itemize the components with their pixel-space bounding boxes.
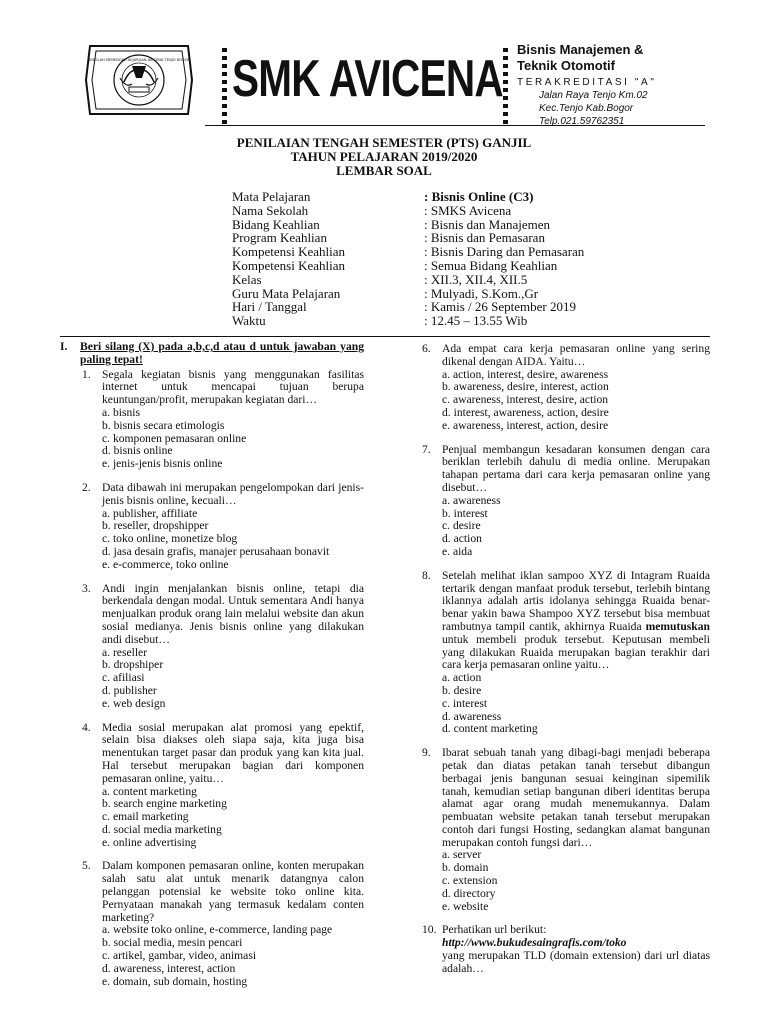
section-number: I. — [60, 340, 68, 353]
question-number: 10. — [422, 923, 437, 937]
logo-text: SEKOLAH MENENGAH KEJURUAN AVICENA TENJO BOGOR — [87, 58, 191, 62]
info-value: : Semua Bidang Keahlian — [424, 257, 558, 273]
answer-option: a. content marketing — [102, 784, 197, 798]
department-line2: Teknik Otomotif — [517, 58, 615, 73]
question-item — [420, 444, 710, 559]
answer-option: a. website toko online, e-commerce, landing page — [102, 923, 333, 937]
info-key: Bidang Keahlian — [232, 216, 320, 232]
question-item — [80, 482, 364, 572]
answer-option: b. awareness, desire, interest, action — [442, 380, 609, 394]
answer-option: b. desire — [442, 683, 482, 697]
info-row — [232, 287, 584, 301]
answer-option: a. bisnis — [102, 405, 141, 419]
question-text: Ada empat cara kerja pemasaran online yang sering dikenal dengan AIDA. Yaitu… — [442, 342, 710, 368]
answer-option: d. awareness, interest, action — [102, 961, 236, 975]
accreditation: TERAKREDITASI "A" — [517, 77, 657, 88]
questions-left-column — [60, 341, 364, 999]
question-text: Andi ingin menjalankan bisnis online, tetapi dia berkendala dengan modal. Untuk sementara Andi hanya menjualkan produk orang lain melalui website dan akun sosial medianya. Jenis bisnis online yang dilakukan andi disebut… — [102, 581, 364, 646]
info-key: Hari / Tanggal — [232, 299, 307, 315]
question-url: http://www.bukudesaingrafis.com/toko — [442, 936, 627, 950]
question-number: 6. — [422, 342, 431, 355]
questions-right-column — [420, 343, 710, 987]
answer-option: d. jasa desain grafis, manajer perusahaan bonavit — [102, 544, 330, 558]
info-key: Waktu — [232, 313, 266, 329]
info-value: : Bisnis dan Manajemen — [424, 216, 551, 232]
question-number: 1. — [82, 367, 91, 381]
answer-option: b. domain — [442, 861, 489, 875]
academic-year: TAHUN PELAJARAN 2019/2020 — [290, 149, 478, 164]
answer-option: d. publisher — [102, 683, 157, 697]
answer-option: c. afiliasi — [102, 671, 145, 685]
question-number: 5. — [82, 859, 91, 873]
question-body — [442, 747, 710, 913]
question-number: 3. — [82, 581, 91, 595]
phone: Telp.021.59762351 — [539, 116, 625, 127]
answer-option: e. website — [442, 899, 489, 913]
question-text: Ibarat sebuah tanah yang dibagi-bagi menjadi beberapa petak dan diatas petakan tanah tersebut dibangun berbagai jenis bangunan sesuai keinginan sipemilik tanah, kemudian setiap bangunan diberi identitas berupa alamat agar orang mudah menemukannya. Dalam pembuatan website petakan tanah tersebut merupakan contoh dari fungsi Hosting, sedangkan alamat bangunan merupakan contoh fungsi dari… — [442, 746, 710, 849]
question-number: 7. — [422, 442, 431, 456]
answer-option: d. directory — [442, 886, 496, 900]
info-key: Kelas — [232, 271, 262, 287]
question-number: 9. — [422, 746, 431, 760]
info-value: : 12.45 – 13.55 Wib — [424, 313, 528, 329]
answer-option: e. online advertising — [102, 835, 197, 849]
question-emphasis: memutuskan — [645, 619, 710, 633]
exam-info-table — [232, 190, 584, 328]
question-body — [102, 583, 364, 711]
answer-option: e. awareness, interest, action, desire — [442, 418, 609, 432]
question-item — [420, 924, 710, 975]
answer-option: c. extension — [442, 874, 498, 888]
answer-option: e. domain, sub domain, hosting — [102, 974, 248, 988]
answer-option: a. reseller — [102, 645, 148, 659]
question-body — [442, 343, 710, 433]
address-line2: Kec.Tenjo Kab.Bogor — [539, 103, 634, 114]
answer-option: a. action, interest, desire, awareness — [442, 367, 609, 381]
answer-option: c. awareness, interest, desire, action — [442, 393, 609, 407]
answer-option: d. interest, awareness, action, desire — [442, 405, 609, 419]
header-divider-right — [503, 48, 508, 128]
sheet-title: LEMBAR SOAL — [336, 163, 432, 178]
answer-option: e. e-commerce, toko online — [102, 557, 229, 571]
info-value: : Mulyadi, S.Kom.,Gr — [424, 285, 539, 301]
question-body — [102, 722, 364, 850]
question-item — [420, 747, 710, 913]
header-rule — [205, 125, 705, 126]
department-line1: Bisnis Manajemen & — [517, 42, 644, 57]
info-key: Kompetensi Keahlian — [232, 244, 345, 260]
answer-option: b. social media, mesin pencari — [102, 936, 243, 950]
school-logo-icon — [80, 40, 198, 120]
answer-option: c. email marketing — [102, 810, 189, 824]
answer-option: e. jenis-jenis bisnis online — [102, 457, 223, 471]
exam-title: PENILAIAN TENGAH SEMESTER (PTS) GANJIL — [236, 135, 532, 150]
info-value: : Bisnis dan Pemasaran — [424, 230, 545, 246]
answer-option: e. web design — [102, 696, 166, 710]
answer-option: b. interest — [442, 506, 488, 520]
answer-option: c. komponen pemasaran online — [102, 431, 247, 445]
info-value: : Bisnis Online (C3) — [424, 189, 534, 204]
info-value: : Bisnis Daring dan Pemasaran — [424, 244, 585, 260]
question-number: 4. — [82, 720, 91, 734]
question-number: 8. — [422, 568, 431, 582]
info-value: : Kamis / 26 September 2019 — [424, 299, 577, 315]
answer-option: d. awareness — [442, 709, 502, 723]
section-text: Beri silang (X) pada a,b,c,d atau d untuk jawaban yang paling tepat! — [80, 340, 364, 366]
info-row — [232, 273, 584, 287]
answer-option: c. desire — [442, 519, 481, 533]
info-row — [232, 204, 584, 218]
answer-option: b. search engine marketing — [102, 797, 227, 811]
answer-option: c. interest — [442, 696, 488, 710]
question-body — [442, 570, 710, 736]
answer-option: b. dropshiper — [102, 658, 164, 672]
question-item — [80, 860, 364, 988]
info-row — [232, 218, 584, 232]
question-number: 2. — [82, 480, 91, 494]
info-key: Kompetensi Keahlian — [232, 257, 345, 273]
section-instruction — [60, 341, 364, 367]
info-row — [232, 190, 584, 204]
question-text: Perhatikan url berikut: — [442, 923, 547, 937]
answer-option: a. publisher, affiliate — [102, 506, 198, 520]
info-row — [232, 300, 584, 314]
answer-option: d. bisnis online — [102, 444, 173, 458]
question-item — [420, 570, 710, 736]
info-value: : SMKS Avicena — [424, 202, 512, 218]
question-item — [80, 369, 364, 471]
question-body — [442, 444, 710, 559]
question-body — [102, 369, 364, 471]
info-value: : XII.3, XII.4, XII.5 — [424, 271, 528, 287]
question-text: Dalam komponen pemasaran online, konten merupakan salah satu alat untuk menarik datangnya calon pelanggan potensial ke website toko online kita. Pernyataan manakah yang termasuk kedalam conten marketing? — [102, 859, 364, 924]
info-rule — [60, 336, 710, 337]
answer-option: d. action — [442, 532, 482, 546]
info-key: Mata Pelajaran — [232, 189, 311, 204]
info-key: Nama Sekolah — [232, 202, 309, 218]
question-text: Segala kegiatan bisnis yang menggunakan fasilitas internet untuk mencapai tujuan berupa keuntungan/profit, merupakan kegiatan dari… — [102, 367, 364, 407]
answer-option: a. awareness — [442, 493, 501, 507]
info-key: Program Keahlian — [232, 230, 327, 246]
answer-option: c. toko online, monetize blog — [102, 532, 238, 546]
question-text: Setelah melihat iklan sampoo XYZ di Intagram Ruaida tertarik dengan manfaat produk tersebut, terlebih bintang iklannya adalah artis idolanya sehingga Ruaida benar-benar yakin bawa Shampoo XYZ tersebut bisa membuat rambutnya tampil cantik, akhirnya Ruaida memutuskan untuk membeli produk tersebut. Keputusan membeli yang dilakukan Ruaida merupakan bagian terakhir dari cara kerja pemasaran online yaitu… — [442, 568, 710, 672]
info-key: Guru Mata Pelajaran — [232, 285, 341, 301]
question-body — [442, 924, 710, 975]
question-text: Penjual membangun kesadaran konsumen dengan cara beriklan terlebih dahulu di media online. Merupakan tahapan pertama dari cara kerja pemasaran online yang disebut… — [442, 442, 710, 494]
info-row — [232, 259, 584, 273]
answer-option: b. reseller, dropshipper — [102, 519, 209, 533]
question-text: Media sosial merupakan alat promosi yang epektif, selain bisa diakses oleh siapa saja, kita juga bisa menentukan target pasar dan produk yang kan kita jual. Hal tersebut merupakan bagian dari komponen pemasaran online, yaitu… — [102, 720, 364, 785]
question-body — [102, 860, 364, 988]
answer-option: d. content marketing — [442, 722, 538, 736]
answer-option: a. server — [442, 848, 482, 862]
answer-option: a. action — [442, 671, 482, 685]
answer-option: d. social media marketing — [102, 822, 222, 836]
school-name: SMK AVICENA — [232, 50, 503, 108]
question-text-continued: yang merupakan TLD (domain extension) dari url diatas adalah… — [442, 949, 710, 975]
question-item — [420, 343, 710, 433]
header-divider-left — [222, 48, 227, 128]
answer-option: e. aida — [442, 544, 473, 558]
question-text: Data dibawah ini merupakan pengelompokan dari jenis-jenis bisnis online, kecuali… — [102, 480, 364, 507]
info-row — [232, 231, 584, 245]
address-line1: Jalan Raya Tenjo Km.02 — [539, 90, 648, 101]
answer-option: c. artikel, gambar, video, animasi — [102, 949, 257, 963]
info-row — [232, 245, 584, 259]
school-details — [517, 42, 707, 128]
answer-option: b. bisnis secara etimologis — [102, 418, 225, 432]
question-body — [102, 482, 364, 572]
info-row — [232, 314, 584, 328]
question-item — [80, 583, 364, 711]
question-item — [80, 722, 364, 850]
